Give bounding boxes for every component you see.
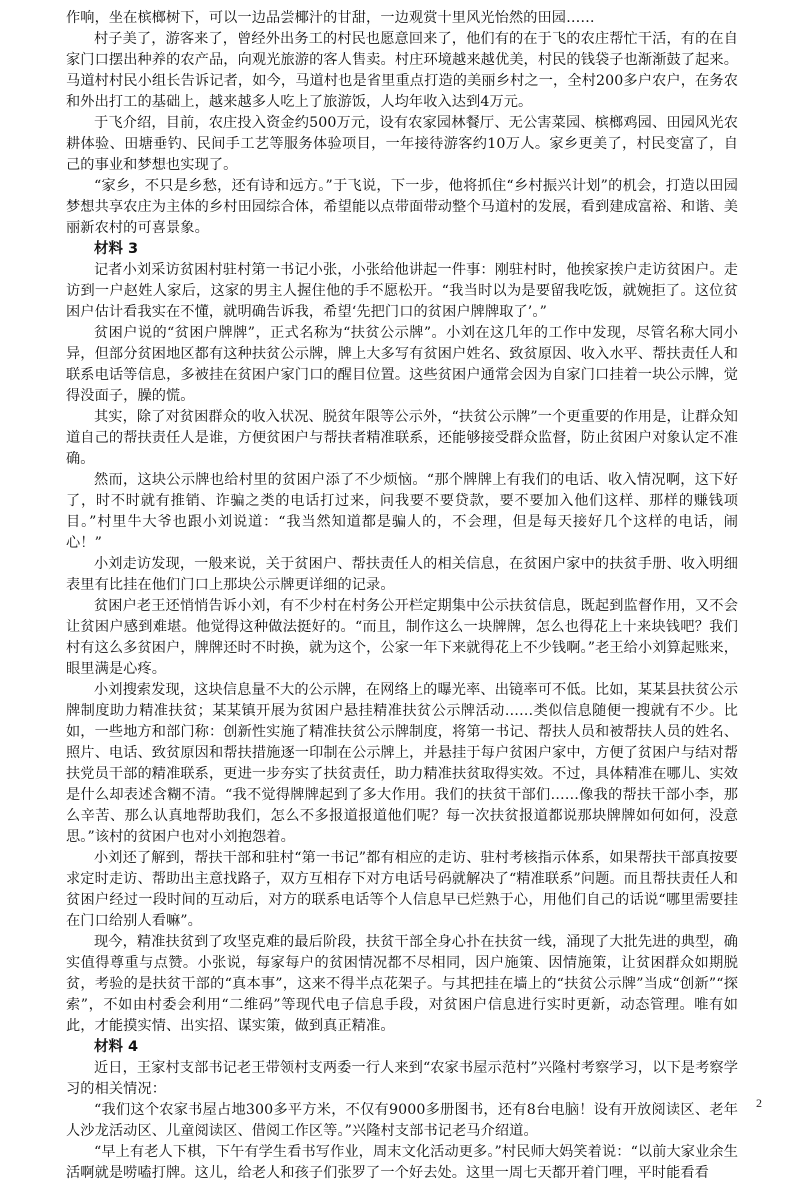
body-paragraph: 村子美了，游客来了，曾经外出务工的村民也愿意回来了，他们有的在于飞的农庄帮忙干活，有的在自家门口摆出种养的农产品，向观光旅游的客人售卖。村庄环境越来越优美，村民的钱袋子也渐渐鼓了起来。马道村村民小组长告诉记者，如今，马道村也是省里重点打造的美丽乡村之一，全村200多户农户，在务农和外出打工的基础上，越来越多人吃上了旅游饭，人均年收入达到4万元。 xyxy=(66,31,738,110)
body-paragraph: “早上有老人下棋，下午有学生看书写作业，周末文化活动更多。”村民师大妈笑着说：“以前大家业余生活啊就是唠嗑打牌。这儿，给老人和孩子们张罗了一个好去处。这里一周七天都开着门哩，平时能看看 xyxy=(66,1144,738,1181)
body-paragraph: 近日，王家村支部书记老王带领村支两委一行人来到“农家书屋示范村”兴隆村考察学习，以下是考察学习的相关情况： xyxy=(66,1060,738,1097)
page-number: 2 xyxy=(756,1096,762,1110)
body-paragraph: 小刘搜索发现，这块信息量不大的公示牌，在网络上的曝光率、出镜率可不低。比如，某某县扶贫公示牌制度助力精准扶贫；某某镇开展为贫困户悬挂精准扶贫公示牌活动……类似信息随便一搜就有不少。比如，一些地方和部门称：创新性实施了精准扶贫公示牌制度，将第一书记、帮扶人员和被帮扶人员的姓名、照片、电话、致贫原因和帮扶措施逐一印制在公示牌上，并悬挂于每户贫困户家中，方便了贫困户与结对帮扶党员干部的精准联系，更进一步夯实了扶贫责任，助力精准扶贫取得实效。不过，具体精准在哪儿、实效是什么却表述含糊不清。“我不觉得牌牌起到了多大作用。我们的扶贫干部们……像我的帮扶干部小李，那么辛苦、那么认真地帮助我们，怎么不多报道报道他们呢？每一次扶贫报道都说那块牌牌如何如何，没意思。”该村的贫困户也对小刘抱怨着。 xyxy=(66,682,738,845)
body-paragraph: 于飞介绍，目前，农庄投入资金约500万元，设有农家园林餐厅、无公害菜园、槟榔鸡园、田园风光农耕体验、田塘垂钓、民间手工艺等服务体验项目，一年接待游客约10万人。家乡更美了，村民变富了，自己的事业和梦想也实现了。 xyxy=(66,115,738,173)
section-heading: 材料 3 xyxy=(94,241,139,257)
body-paragraph: 记者小刘采访贫困村驻村第一书记小张，小张给他讲起一件事：刚驻村时，他挨家挨户走访贫困户。走访到一户赵姓人家后，这家的男主人握住他的手不愿松开。“我当时以为是要留我吃饭，就婉拒了。这位贫困户估计看我实在不懂，就明确告诉我，希望‘先把门口的贫困户牌牌取了’。” xyxy=(66,262,738,320)
body-paragraph: 小刘走访发现，一般来说，关于贫困户、帮扶责任人的相关信息，在贫困户家中的扶贫手册、收入明细表里有比挂在他们门口上那块公示牌更详细的记录。 xyxy=(66,556,738,593)
body-paragraph: “家乡，不只是乡愁，还有诗和远方。”于飞说，下一步，他将抓住“乡村振兴计划”的机会，打造以田园梦想共享农庄为主体的乡村田园综合体，希望能以点带面带动整个马道村的发展，看到建成富裕、和谐、美丽新农村的可喜景象。 xyxy=(66,178,738,236)
body-paragraph: 作响，坐在槟榔树下，可以一边品尝椰汁的甘甜，一边观赏十里风光怡然的田园…… xyxy=(66,10,595,26)
section-heading: 材料 4 xyxy=(94,1039,139,1055)
body-paragraph: 其实，除了对贫困群众的收入状况、脱贫年限等公示外，“扶贫公示牌”一个更重要的作用是，让群众知道自己的帮扶责任人是谁，方便贫困户与帮扶者精准联系，还能够接受群众监督，防止贫困户对象认定不准确。 xyxy=(66,409,738,467)
body-paragraph: 然而，这块公示牌也给村里的贫困户添了不少烦恼。“那个牌牌上有我们的电话、收入情况啊，这下好了，时不时就有推销、诈骗之类的电话打过来，问我要不要贷款，要不要加入他们这样、那样的赚钱项目。”村里牛大爷也跟小刘说道：“我当然知道都是骗人的，不会理，但是每天接好几个这样的电话，闹心！” xyxy=(66,472,738,551)
body-paragraph: “我们这个农家书屋占地300多平方米，不仅有9000多册图书，还有8台电脑！设有开放阅读区、老年人沙龙活动区、儿童阅读区、借阅工作区等。”兴隆村支部书记老马介绍道。 xyxy=(66,1102,738,1139)
body-paragraph: 小刘还了解到，帮扶干部和驻村“第一书记”都有相应的走访、驻村考核指示体系，如果帮扶干部真按要求定时走访、帮助出主意找路子，双方互相存下对方电话号码就解决了“精准联系”问题。而且帮扶责任人和贫困户经过一段时间的互动后，对方的联系电话等个人信息早已烂熟于心，用他们自己的话说“哪里需要挂在门口给别人看嘛”。 xyxy=(66,850,738,929)
body-paragraph: 贫困户说的“贫困户牌牌”，正式名称为“扶贫公示牌”。小刘在这几年的工作中发现，尽管名称大同小异，但部分贫困地区都有这种扶贫公示牌，牌上大多写有贫困户姓名、致贫原因、收入水平、帮扶责任人和联系电话等信息，多被挂在贫困户家门口的醒目位置。这些贫困户通常会因为自家门口挂着一块公示牌，觉得没面子，臊的慌。 xyxy=(66,325,738,404)
body-paragraph: 贫困户老王还悄悄告诉小刘，有不少村在村务公开栏定期集中公示扶贫信息，既起到监督作用，又不会让贫困户感到难堪。他觉得这种做法挺好的。“而且，制作这么一块牌牌，怎么也得花上十来块钱吧？我们村有这么多贫困户，牌牌还时不时换，就为这个，公家一年下来就得花上不少钱啊。”老王给小刘算起账来，眼里满是心疼。 xyxy=(66,598,738,677)
body-paragraph: 现今，精准扶贫到了攻坚克难的最后阶段，扶贫干部全身心扑在扶贫一线，涌现了大批先进的典型，确实值得尊重与点赞。小张说，每家每户的贫困情况都不尽相同，因户施策、因情施策，让贫困群众如期脱贫，考验的是扶贫干部的“真本事”，这来不得半点花架子。与其把挂在墙上的“扶贫公示牌”当成“创新”“探索”，不如由村委会利用“二维码”等现代电子信息手段，对贫困户信息进行实时更新，动态管理。唯有如此，才能摸实情、出实招、谋实策，做到真正精准。 xyxy=(66,934,738,1034)
